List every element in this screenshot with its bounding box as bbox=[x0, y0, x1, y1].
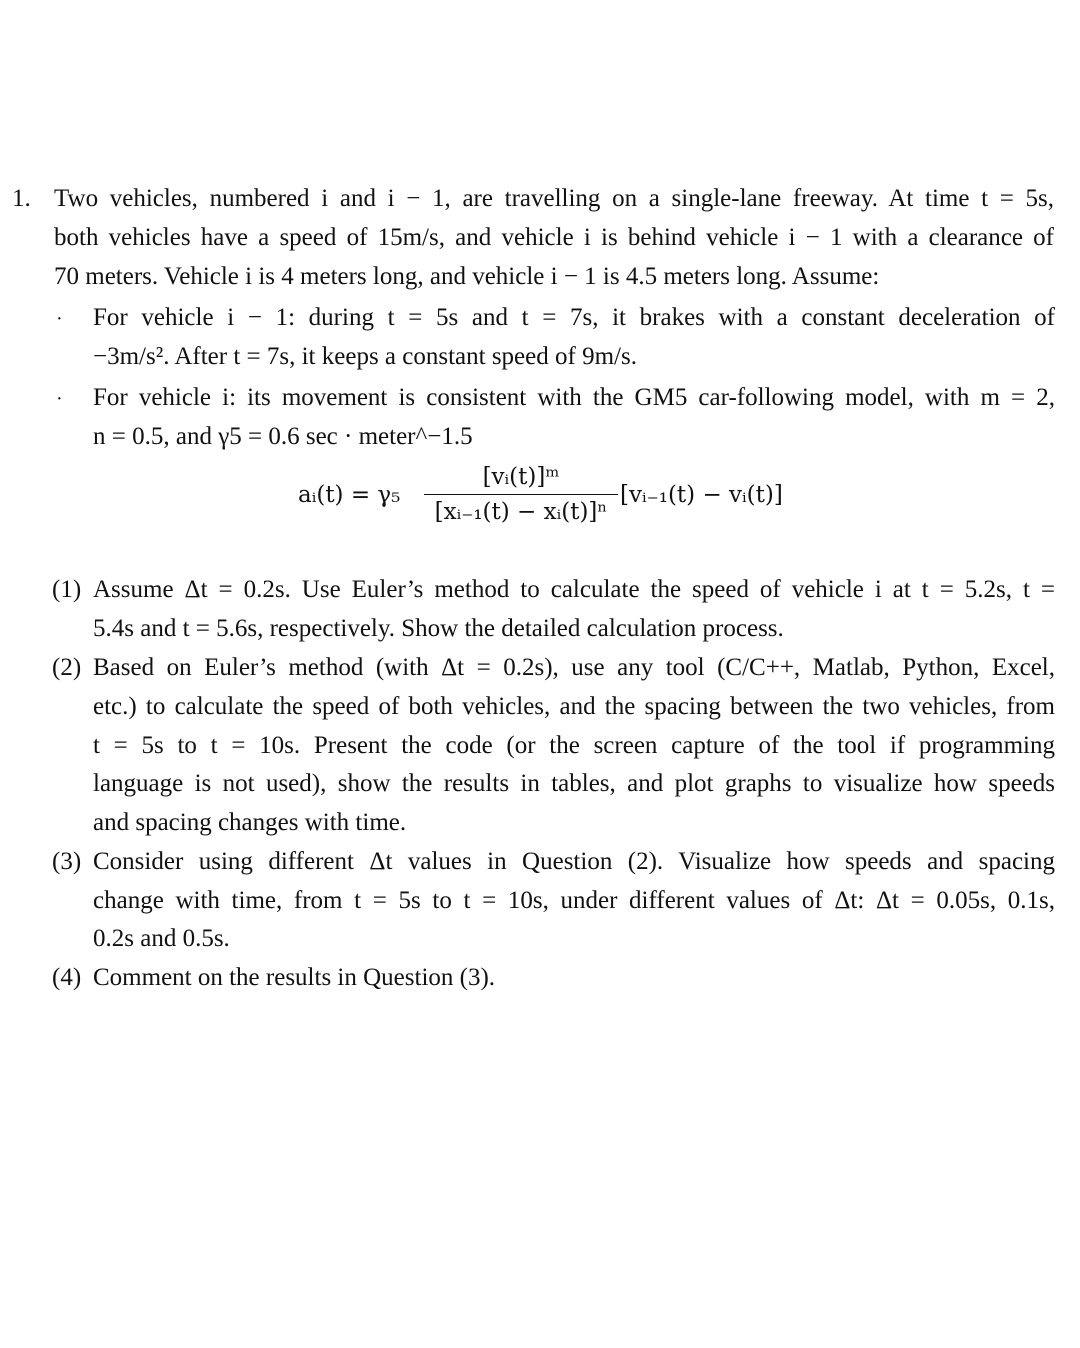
question-1-line-1: Assume Δt = 0.2s. Use Euler’s method to calculate the speed of vehicle i at t = 5.2s, t = bbox=[93, 576, 1055, 603]
question-3-line-2: change with time, from t = 5s to t = 10s, under different values of Δt: Δt = 0.05s, 0.1s, bbox=[93, 887, 1055, 914]
intro-line-1: Two vehicles, numbered i and i − 1, are travelling on a single-lane freeway. At time t = 5s, bbox=[54, 185, 1054, 212]
equation-denominator: [xᵢ₋₁(t) − xᵢ(t)]ⁿ bbox=[434, 499, 608, 525]
question-2-line-5: and spacing changes with time. bbox=[93, 809, 407, 836]
bullet-vehicle-lead-line-1: For vehicle i − 1: during t = 5s and t = 7s, it brakes with a constant deceleration of bbox=[93, 304, 1055, 331]
equation-lhs: aᵢ(t) = γ₅ bbox=[298, 482, 401, 508]
equation-numerator: [vᵢ(t)]ᵐ bbox=[482, 464, 560, 490]
equation-fraction bbox=[424, 460, 618, 529]
question-label: (1) bbox=[52, 576, 82, 603]
question-2-line-3: t = 5s to t = 10s. Present the code (or the screen capture of the tool if programming bbox=[93, 732, 1055, 759]
question-4-line-1: Comment on the results in Question (3). bbox=[93, 964, 496, 991]
question-1-line-2: 5.4s and t = 5.6s, respectively. Show the detailed calculation process. bbox=[93, 615, 784, 642]
bullet-marker: · bbox=[56, 308, 63, 330]
bullet-vehicle-follow-line-1: For vehicle i: its movement is consistent with the GM5 car-following model, with m = 2, bbox=[93, 384, 1055, 411]
question-3-line-1: Consider using different Δt values in Question (2). Visualize how speeds and spacing bbox=[93, 848, 1055, 875]
problem-number: 1. bbox=[12, 185, 31, 212]
bullet-vehicle-follow-line-2: n = 0.5, and γ5 = 0.6 sec · meter^−1.5 bbox=[93, 423, 473, 450]
question-label: (3) bbox=[52, 848, 82, 875]
question-2-line-4: language is not used), show the results in tables, and plot graphs to visualize how speeds bbox=[93, 770, 1055, 797]
question-label: (4) bbox=[52, 964, 82, 991]
intro-line-3: 70 meters. Vehicle i is 4 meters long, and vehicle i − 1 is 4.5 meters long. Assume: bbox=[54, 263, 880, 290]
question-2-line-2: etc.) to calculate the speed of both vehicles, and the spacing between the two vehicles, from bbox=[93, 693, 1055, 720]
question-label: (2) bbox=[52, 654, 82, 681]
equation-rhs: [vᵢ₋₁(t) − vᵢ(t)] bbox=[620, 482, 783, 508]
question-2-line-1: Based on Euler’s method (with Δt = 0.2s), use any tool (C/C++, Matlab, Python, Excel, bbox=[93, 654, 1055, 681]
intro-line-2: both vehicles have a speed of 15m/s, and vehicle i is behind vehicle i − 1 with a clearance of bbox=[54, 224, 1054, 251]
bullet-vehicle-lead-line-2: −3m/s². After t = 7s, it keeps a constant speed of 9m/s. bbox=[93, 343, 637, 370]
bullet-marker: · bbox=[56, 388, 63, 410]
question-3-line-3: 0.2s and 0.5s. bbox=[93, 925, 230, 952]
